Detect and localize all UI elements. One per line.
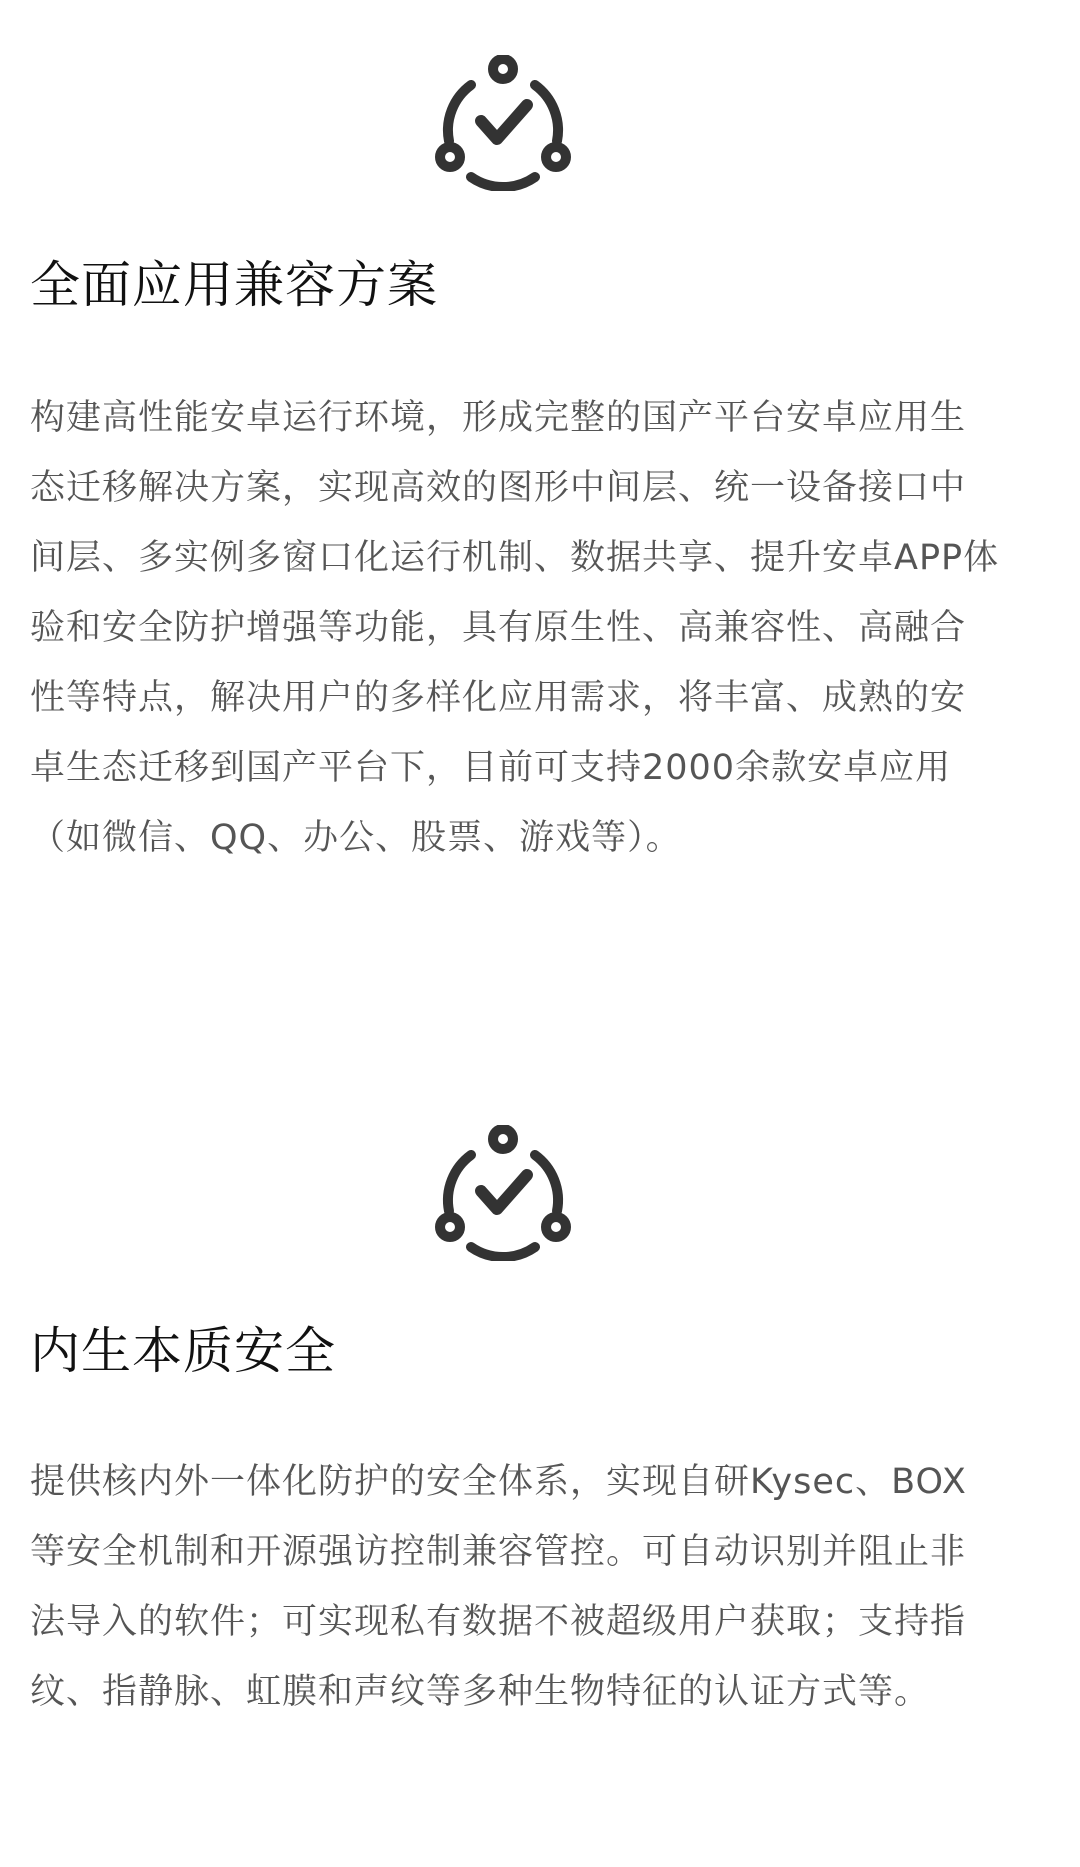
feature-icon-container <box>0 1125 1080 1261</box>
feature-description: 构建高性能安卓运行环境，形成完整的国产平台安卓应用生态迁移解决方案，实现高效的图形中间层、统一设备接口中间层、多实例多窗口化运行机制、数据共享、提升安卓APP体验和安全防护增强等功能，具有原生性、高兼容性、高融合性等特点，解决用户的多样化应用需求，将丰富、成熟的安卓生态迁移到国产平台下，目前可支持2000余款安卓应用（如微信、QQ、办公、股票、游戏等）。 <box>30 398 1000 858</box>
feature-description: 提供核内外一体化防护的安全体系，实现自研Kysec、BOX等安全机制和开源强访控制兼容管控。可自动识别并阻止非法导入的软件；可实现私有数据不被超级用户获取；支持指纹、指静脉、虹膜和声纹等多种生物特征的认证方式等。 <box>30 1462 967 1712</box>
feature-section-compatibility <box>0 55 1080 858</box>
feature-icon-container <box>0 55 1080 191</box>
check-circle-nodes-icon <box>435 1125 571 1261</box>
feature-title: 全面应用兼容方案 <box>30 256 438 314</box>
check-circle-nodes-icon <box>435 55 571 191</box>
feature-section-security <box>0 1125 1080 1712</box>
feature-title: 内生本质安全 <box>30 1322 336 1380</box>
